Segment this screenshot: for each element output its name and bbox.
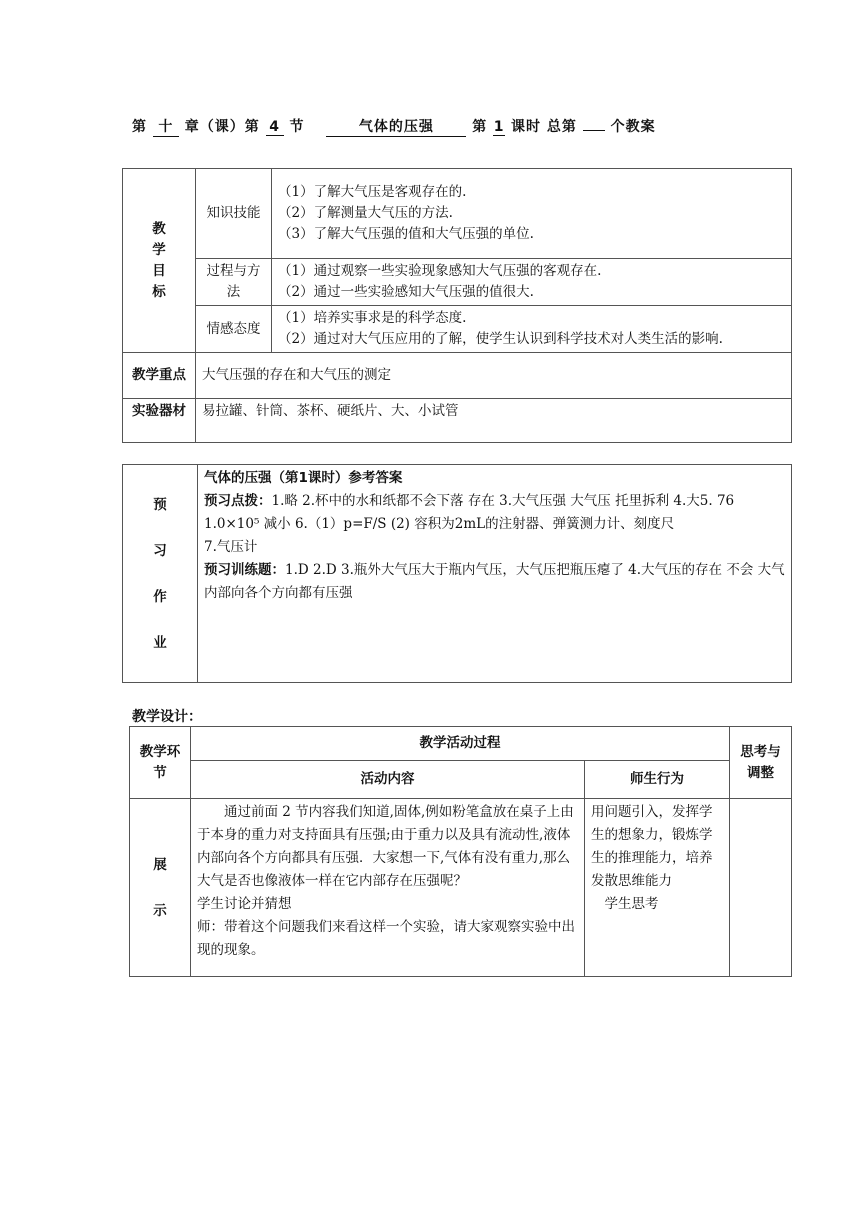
process-header: 教学活动过程	[191, 727, 730, 761]
lesson-period-number: 1	[493, 119, 505, 135]
section-number: 4	[266, 119, 284, 136]
stage-show: 展 示	[130, 799, 191, 977]
reflection-cell	[730, 799, 792, 977]
total-plan-number	[583, 130, 605, 131]
header-text-3: 节	[289, 119, 305, 135]
reflect-header: 思考与调整	[730, 727, 792, 799]
objectives-table	[122, 168, 792, 443]
key-points-label: 教学重点	[123, 353, 196, 399]
behavior-header: 师生行为	[585, 761, 730, 799]
preview-title: 气体的压强（第1课时）参考答案	[204, 470, 403, 486]
header-text-6: 个教案	[610, 119, 656, 135]
teacher-student-behavior: 用问题引入，发挥学生的想象力，锻炼学生的推理能力，培养发散思维能力 学生思考	[585, 799, 730, 977]
content-header: 活动内容	[191, 761, 585, 799]
preview-table	[122, 464, 792, 683]
attitude-label: 情感态度	[196, 306, 272, 353]
chapter-number: 十	[153, 116, 179, 137]
equipment-label: 实验器材	[123, 399, 196, 443]
activity-content: 通过前面 2 节内容我们知道,固体,例如粉笔盒放在桌子上由于本身的重力对支持面具有压强;由于重力以及具有流动性,液体内部向各个方向都具有压强．大家想一下,气体有没有重力,那么大气是否也像液体一样在它内部存在压强呢？ 学生讨论并猜想 师：带着这个问题我们来看这样一个实验，请大家观察实验中出现的现象。	[191, 799, 585, 977]
header-text-1: 第	[132, 119, 147, 135]
header-text-5: 课时 总第	[511, 119, 577, 135]
knowledge-skills-content: （1）了解大气压是客观存在的. （2）了解测量大气压的方法. （3）了解大气压强的值和大气压强的单位.	[272, 169, 792, 259]
stage-header: 教学环节	[130, 727, 191, 799]
attitude-content: （1）培养实事求是的科学态度. （2）通过对大气压应用的了解，使学生认识到科学技术对人类生活的影响.	[272, 306, 792, 353]
header-text-4: 第	[472, 119, 488, 135]
key-points-content: 大气压强的存在和大气压的测定	[196, 353, 792, 399]
process-method-content: （1）通过观察一些实验现象感知大气压强的客观存在. （2）通过一些实验感知大气压强的值很大.	[272, 259, 792, 306]
objectives-label: 教 学 目 标	[123, 169, 196, 353]
header-text-2: 章（课）第	[184, 119, 260, 135]
design-title: 教学设计：	[132, 709, 202, 725]
process-method-label: 过程与方法	[196, 259, 272, 306]
preview-label: 预 习 作 业	[123, 465, 198, 683]
preview-points: 预习点拨：1.略 2.杯中的水和纸都不会下落 存在 3.大气压强 大气压 托里拆利 4.大5. 76 1.0×10⁵ 减小 6.（1）p=F/S (2) 容积为2mL的注射器、弹簧测力计、刻度尺	[204, 493, 735, 532]
preview-content	[198, 465, 792, 683]
knowledge-skills-label: 知识技能	[196, 169, 272, 259]
design-table	[129, 726, 792, 977]
equipment-content: 易拉罐、针筒、茶杯、硬纸片、大、小试管	[196, 399, 792, 443]
lesson-header	[132, 116, 752, 137]
preview-line7: 7.气压计	[204, 539, 258, 555]
preview-practice: 预习训练题：1.D 2.D 3.瓶外大气压大于瓶内气压，大气压把瓶压瘪了 4.大气压的存在 不会 大气内部向各个方向都有压强	[204, 562, 785, 601]
lesson-topic: 气体的压强	[326, 116, 466, 137]
